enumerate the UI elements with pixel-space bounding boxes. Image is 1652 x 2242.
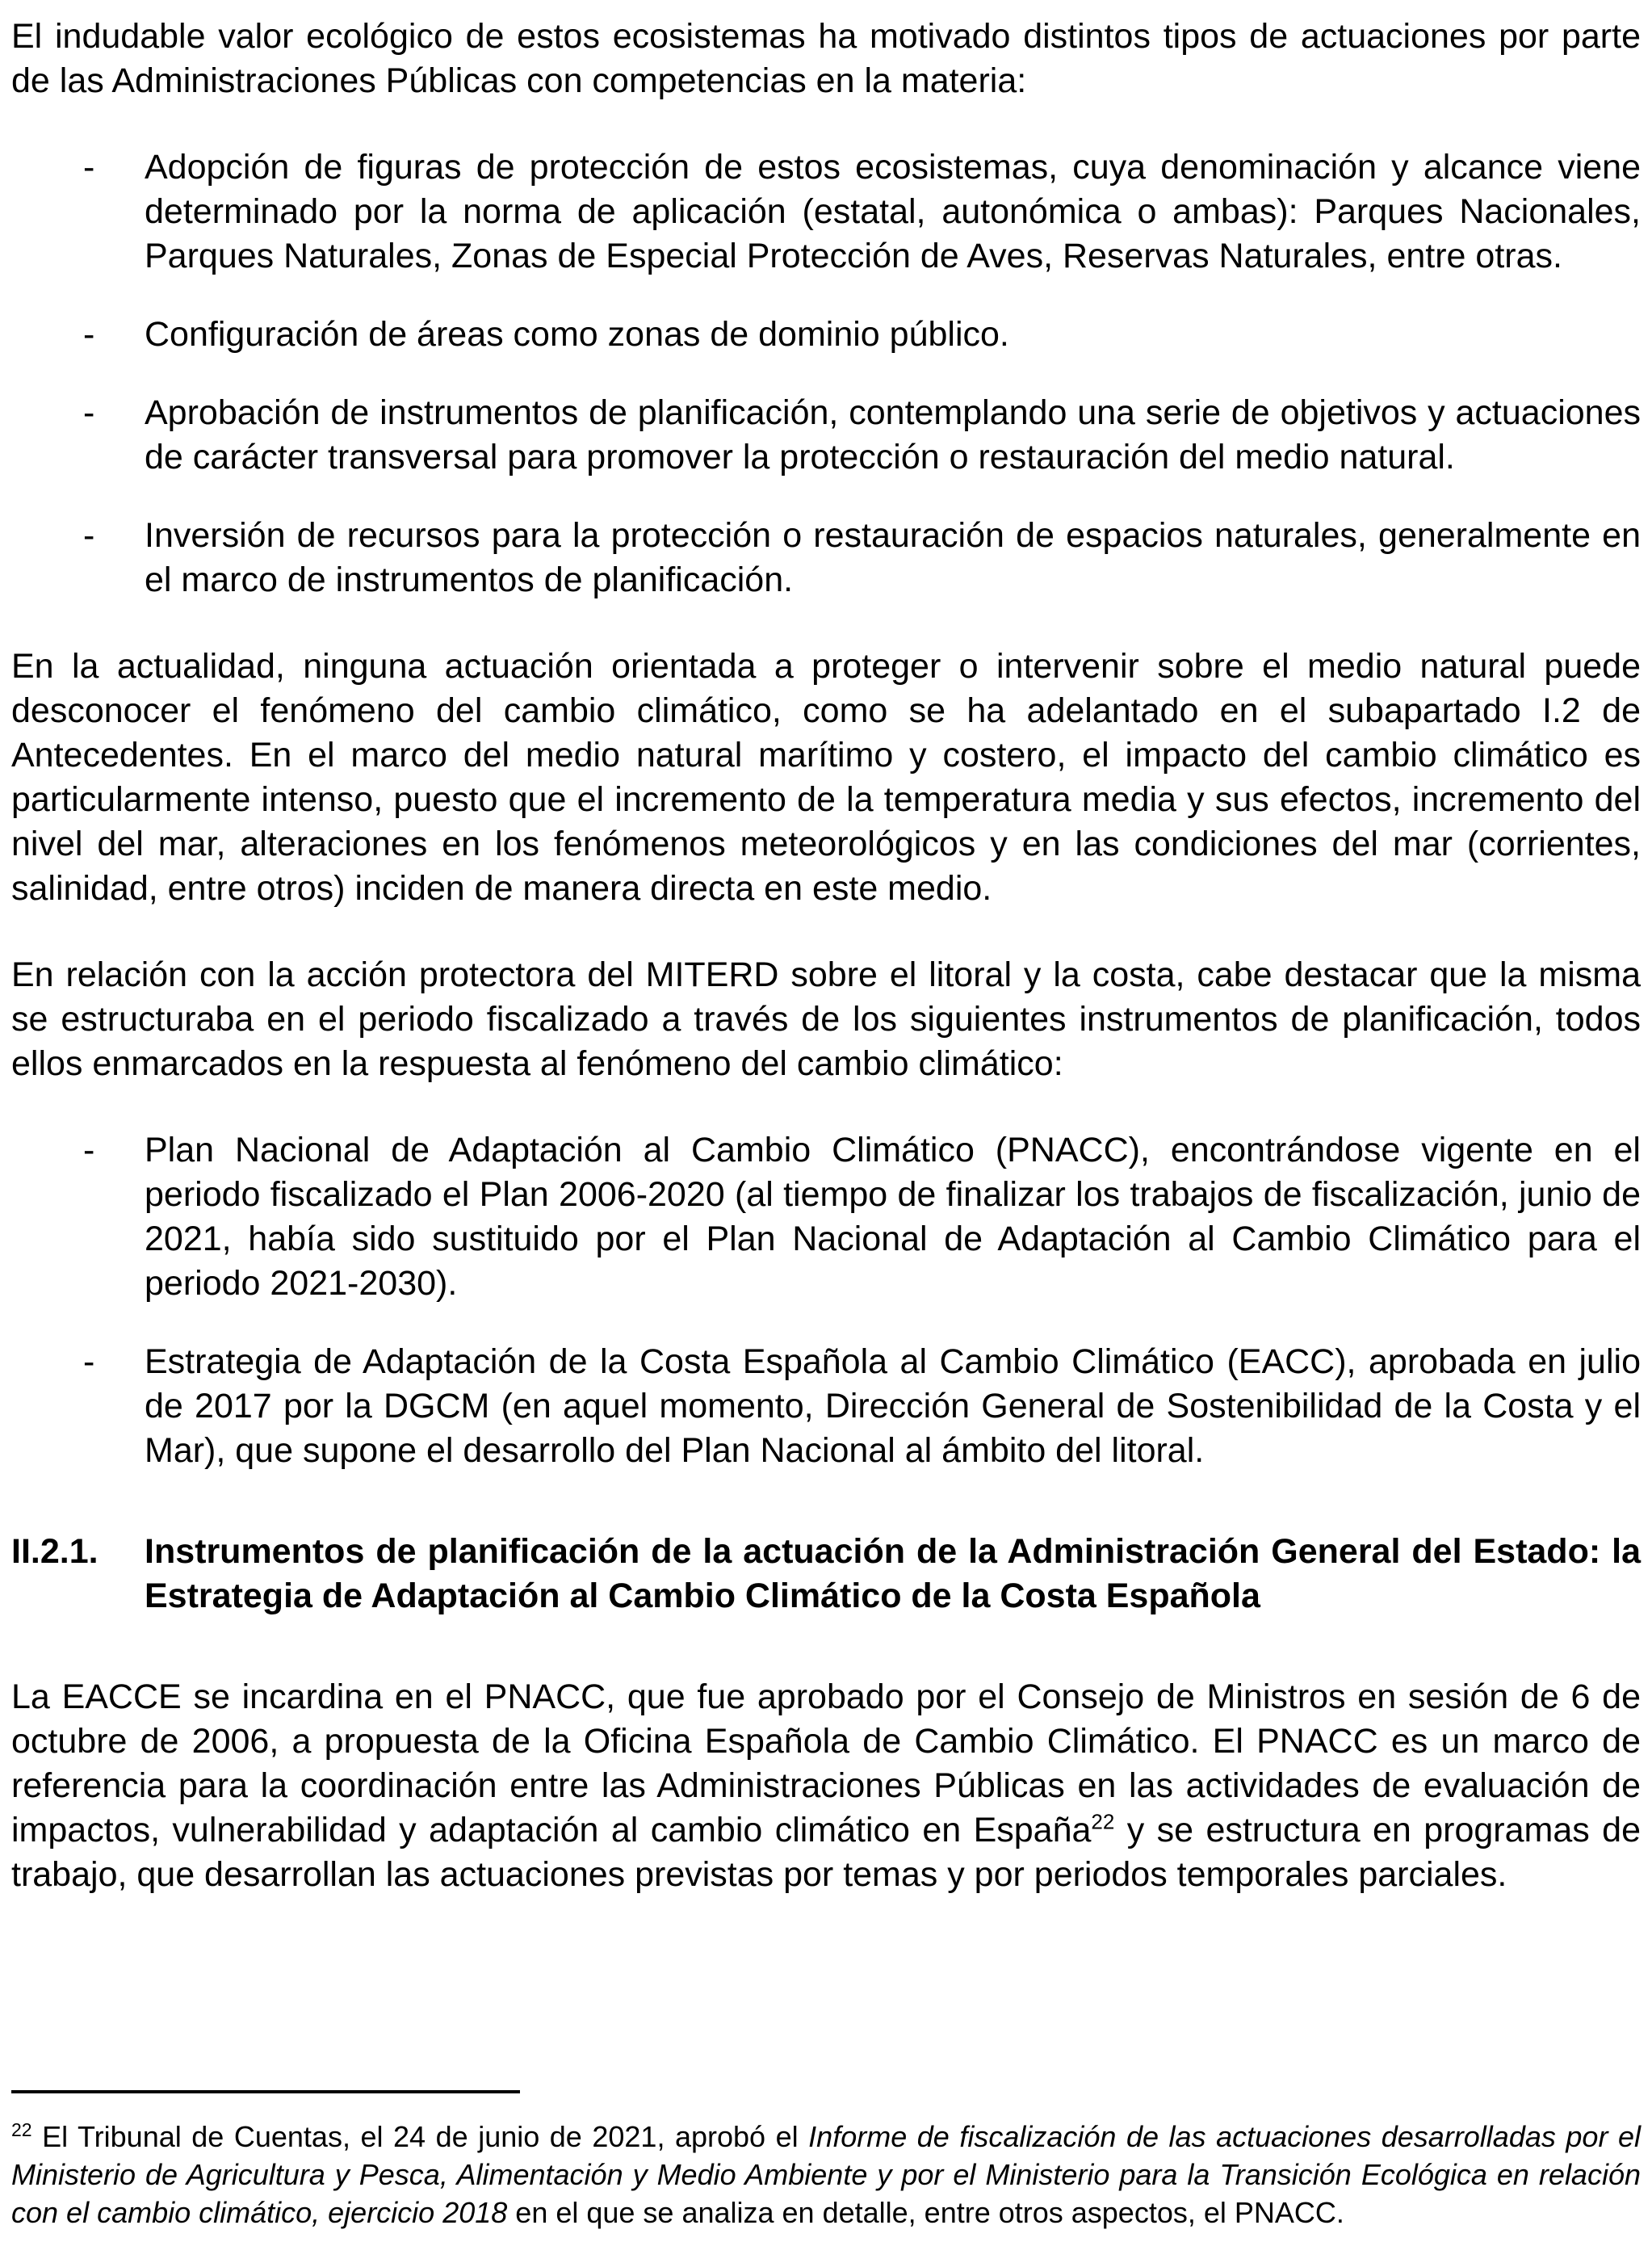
list-item-text: Aprobación de instrumentos de planificación, contemplando una serie de objetivos y actuaciones de carácter transversal para promover la protección o restauración del medio natural. [145, 393, 1641, 477]
section-title: Instrumentos de planificación de la actuación de la Administración General del Estado: la Estrategia de Adaptación al Cambio Climático de la Costa Española [145, 1532, 1641, 1615]
footnote-text [11, 2118, 1641, 2232]
bullet-marker: - [83, 1342, 95, 1381]
bullet-marker: - [83, 1131, 95, 1169]
footnote-separator [11, 2090, 520, 2093]
list-item [11, 1340, 1641, 1473]
list-item-text: Plan Nacional de Adaptación al Cambio Climático (PNACC), encontrándose vigente en el periodo fiscalizado el Plan 2006-2020 (al tiempo de finalizar los trabajos de fiscalización, junio de 2021, había sido sustituido por el Plan Nacional de Adaptación al Cambio Climático para el periodo 2021-2030). [145, 1131, 1641, 1303]
list-item [11, 1128, 1641, 1306]
list-item-text: Inversión de recursos para la protección o restauración de espacios naturales, generalmente en el marco de instrumentos de planificación. [145, 516, 1641, 599]
footnote-reference: 22 [1091, 1809, 1115, 1834]
list-item-text: Adopción de figuras de protección de estos ecosistemas, cuya denominación y alcance viene determinado por la norma de aplicación (estatal, autonómica o ambas): Parques Nacionales, Parques Naturales, Zonas de Especial Protección de Aves, Reservas Naturales, entre otras. [145, 148, 1641, 275]
section-heading [11, 1530, 1641, 1619]
list-item [11, 145, 1641, 279]
paragraph-eacce [11, 1675, 1641, 1897]
footnote-pre: El Tribunal de Cuentas, el 24 de junio de 2021, aprobó el [31, 2120, 809, 2153]
bullet-marker: - [83, 315, 95, 354]
bullet-marker: - [83, 148, 95, 187]
bullet-marker: - [83, 516, 95, 555]
bullet-marker: - [83, 393, 95, 432]
paragraph-eacce-text: La EACCE se incardina en el PNACC, que fue aprobado por el Consejo de Ministros en sesión de 6 de octubre de 2006, a propuesta de la Oficina Española de Cambio Climático. El PNACC es un marco de referencia para la coordinación entre las Administraciones Públicas en las actividades de evaluación de impactos, vulnerabilidad y adaptación al cambio climático en España [11, 1677, 1641, 1849]
footnote-number: 22 [11, 2119, 32, 2140]
list-item [11, 514, 1641, 602]
footnote-report-title: Informe de fiscalización de las actuaciones desarrolladas por el Ministerio de Agricultura y Pesca, Alimentación y Medio Ambiente y por el Ministerio para la Transición Ecológica en relación con el cambio climático, ejercicio 2018 [11, 2120, 1641, 2229]
list-item-text: Estrategia de Adaptación de la Costa Española al Cambio Climático (EACC), aprobada en julio de 2017 por la DGCM (en aquel momento, Dirección General de Sostenibilidad de la Costa y el Mar), que supone el desarrollo del Plan Nacional al ámbito del litoral. [145, 1342, 1641, 1470]
paragraph-climate-context: En la actualidad, ninguna actuación orientada a proteger o intervenir sobre el medio natural puede desconocer el fenómeno del cambio climático, como se ha adelantado en el subapartado I.2 de Antecedentes. En el marco del medio natural marítimo y costero, el impacto del cambio climático es particularmente intenso, puesto que el incremento de la temperatura media y sus efectos, incremento del nivel del mar, alteraciones en los fenómenos meteorológicos y en las condiciones del mar (corrientes, salinidad, entre otros) inciden de manera directa en este medio. [11, 647, 1641, 908]
footnote-post: en el que se analiza en detalle, entre otros aspectos, el PNACC. [507, 2196, 1344, 2229]
footnote-area [11, 2090, 1641, 2232]
list-item [11, 313, 1641, 357]
paragraph-eacce-text-cont: y se estructura en programas de trabajo, que desarrollan las actuaciones previstas por temas y por periodos temporales parciales. [11, 1811, 1641, 1894]
list-item [11, 391, 1641, 480]
paragraph-intro: El indudable valor ecológico de estos ecosistemas ha motivado distintos tipos de actuaciones por parte de las Administraciones Públicas con competencias en la materia: [11, 17, 1641, 100]
paragraph-miterd: En relación con la acción protectora del MITERD sobre el litoral y la costa, cabe destacar que la misma se estructuraba en el periodo fiscalizado a través de los siguientes instrumentos de planificación, todos ellos enmarcados en la respuesta al fenómeno del cambio climático: [11, 955, 1641, 1083]
list-item-text: Configuración de áreas como zonas de dominio público. [145, 315, 1009, 354]
section-number: II.2.1. [11, 1532, 99, 1571]
